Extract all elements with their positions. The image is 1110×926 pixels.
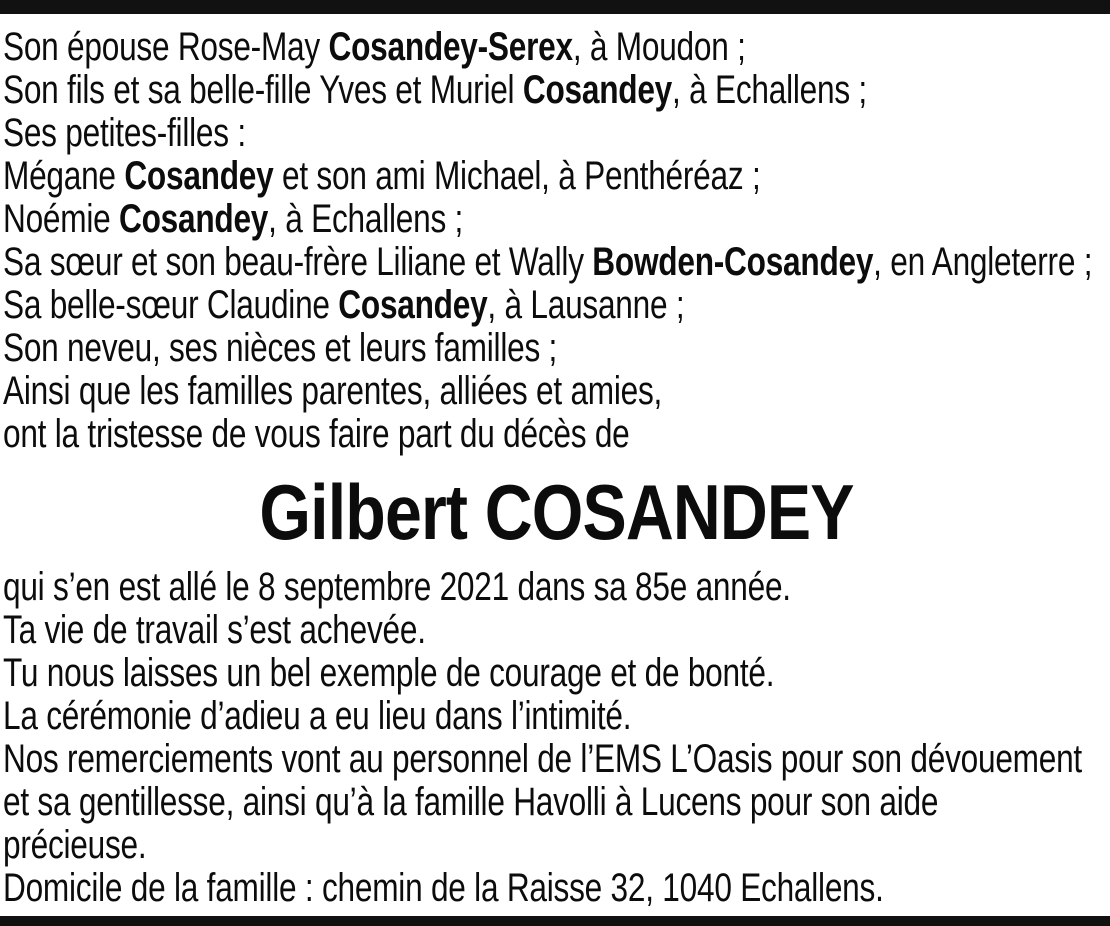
detail-line: et sa gentillesse, ainsi qu’à la famille Havolli à Lucens pour son aide	[3, 780, 939, 824]
line-segment: Noémie	[3, 197, 120, 241]
notice-content	[0, 14, 1110, 910]
family-name-bold: Cosandey-Serex	[328, 25, 573, 69]
line-segment: Sa sœur et son beau-frère Liliane et Wally	[3, 240, 593, 284]
detail-line: précieuse.	[3, 823, 147, 867]
family-line	[3, 327, 878, 370]
family-name-bold: Cosandey	[119, 197, 269, 241]
detail-line: Tu nous laisses un bel exemple de courage et de bonté.	[3, 651, 775, 695]
family-line	[3, 240, 1093, 284]
family-name-bold: Bowden-Cosandey	[592, 240, 874, 284]
family-line	[3, 112, 878, 155]
family-line	[3, 370, 878, 413]
line-segment: Mégane	[3, 154, 125, 198]
family-name-bold: Cosandey	[522, 68, 673, 112]
deceased-name-row	[3, 464, 1110, 560]
line-segment: Ainsi que les familles parentes, alliées et amies,	[3, 369, 663, 413]
detail-line: Nos remerciements vont au personnel de l’EMS L’Oasis pour son dévouement	[3, 737, 1082, 781]
line-segment: , à Moudon ;	[572, 25, 746, 69]
line-segment: Ses petites-filles :	[3, 111, 246, 155]
family-name-bold: Cosandey	[124, 154, 274, 198]
line-segment: ont la tristesse de vous faire part du décès de	[3, 412, 630, 456]
detail-line: qui s’en est allé le 8 septembre 2021 dans sa 85e année.	[3, 565, 791, 609]
line-segment: , à Echallens ;	[672, 68, 867, 112]
line-segment: Sa belle-sœur Claudine	[3, 283, 339, 327]
line-segment: et son ami Michael, à Penthéréaz ;	[273, 154, 761, 198]
top-border-bar	[0, 0, 1110, 14]
family-line	[3, 198, 878, 241]
family-line	[3, 69, 878, 112]
family-name-bold: Cosandey	[338, 283, 488, 327]
detail-line: Domicile de la famille : chemin de la Raisse 32, 1040 Echallens.	[3, 866, 884, 910]
line-segment: , à Echallens ;	[268, 197, 464, 241]
line-segment: Son épouse Rose-May	[3, 25, 329, 69]
bottom-border-bar	[0, 916, 1110, 926]
line-segment: , à Lausanne ;	[487, 283, 685, 327]
detail-line: La cérémonie d’adieu a eu lieu dans l’intimité.	[3, 694, 632, 738]
deceased-name: Gilbert COSANDEY	[259, 468, 854, 556]
family-line	[3, 155, 878, 198]
line-segment: Son fils et sa belle-fille Yves et Muriel	[3, 68, 523, 112]
family-line	[3, 284, 878, 327]
line-segment: Son neveu, ses nièces et leurs familles ;	[3, 326, 558, 370]
family-line	[3, 26, 878, 69]
line-segment: , en Angleterre ;	[873, 240, 1093, 284]
detail-line: Ta vie de travail s’est achevée.	[3, 608, 426, 652]
family-line	[3, 413, 878, 456]
